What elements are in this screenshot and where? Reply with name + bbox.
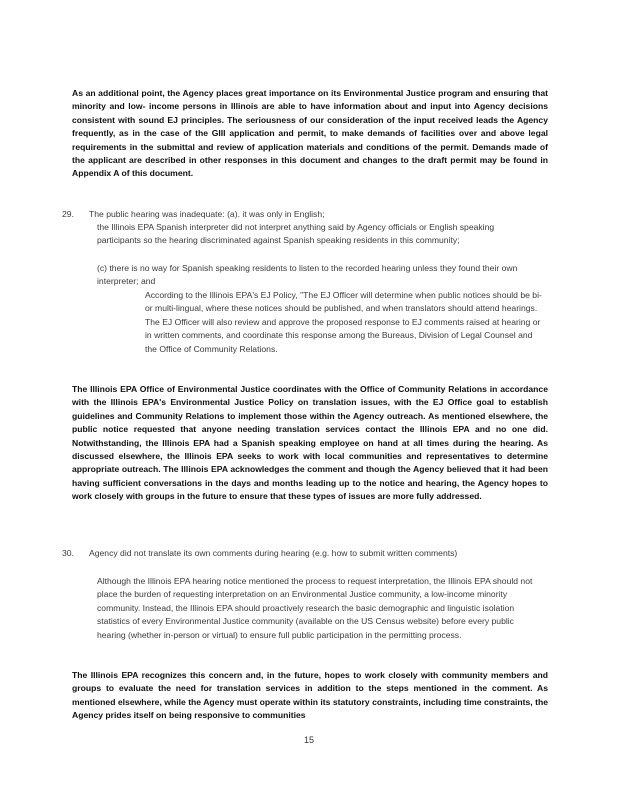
comment-number-30: 30. <box>62 548 74 558</box>
comment-number-29: 29. <box>62 209 74 219</box>
response-paragraph-2: The Illinois EPA Office of Environmental Justice coordinates with the Office of Community Relations in accordance with the Illinois EPA's Environmental Justice Policy on translation issues, with the EJ Office goal to establish guidelines and Community Relations to implement those within the Agency outreach. As mentioned elsewhere, the public notice requested that anyone needing translation services contact the Illinois EPA and no one did. Notwithstanding, the Illinois EPA had a Spanish speaking employee on hand at all times during the hearing. As discussed elsewhere, the Illinois EPA seeks to work with local communities and representatives to determine appropriate outreach. The Illinois EPA acknowledges the comment and though the Agency believed that it had been having sufficient conversations in the days and months leading up to the notice and hearing, the Agency hopes to work closely with groups in the future to ensure that these types of issues are more fully addressed. <box>72 384 548 502</box>
comment-29-line-a: The public hearing was inadequate: (a). it was only in English; <box>89 209 325 219</box>
comment-29-line-b: the Illinois EPA Spanish interpreter did not interpret anything said by Agency officials or English speaking participants so the hearing discriminated against Spanish speaking residents in this community; <box>97 222 495 246</box>
page-number: 15 <box>303 735 314 745</box>
response-paragraph-3: The Illinois EPA recognizes this concern and, in the future, hopes to work closely with community members and groups to evaluate the need for translation services in addition to the steps mentioned in the comment. As mentioned elsewhere, while the Agency must operate within its statutory constraints, including time constraints, the Agency prides itself on being responsive to communities <box>72 670 548 721</box>
comment-30-line-a: Agency did not translate its own comments during hearing (e.g. how to submit written comments) <box>89 548 458 558</box>
comment-29-ej-policy-quote: According to the Illinois EPA's EJ Policy, "The EJ Officer will determine when public notices should be bi- or multi-lingual, where these notices should be published, and when translators should attend hearings. The EJ Officer will also review and approve the proposed response to EJ comments raised at hearing or in written comments, and coordinate this response among the Bureaus, Division of Legal Counsel and the Office of Community Relations. <box>145 290 542 354</box>
comment-29-line-c: (c) there is no way for Spanish speaking residents to listen to the recorded hearing unless they found their own interpreter; and <box>97 263 518 287</box>
comment-30-interpretation-paragraph: Although the Illinois EPA hearing notice mentioned the process to request interpretation, the Illinois EPA should not place the burden of requesting interpretation on an Environmental Justice community, a low-income minority community. Instead, the Illinois EPA should proactively research the basic demographic and linguistic isolation statistics of every Environmental Justice community (available on the US Census website) before every public hearing (whether in-person or virtual) to ensure full public participation in the permitting process. <box>97 576 533 640</box>
response-paragraph-1: As an additional point, the Agency places great importance on its Environmental Justice program and ensuring that minority and low- income persons in Illinois are able to have information about and input into Agency decisions consistent with sound EJ principles. The seriousness of our consideration of the input received leads the Agency frequently, as in the case of the GIII application and permit, to make demands of facilities over and above legal requirements in the submittal and review of application materials and conditions of the permit. Demands made of the applicant are described in other responses in this document and changes to the draft permit may be found in Appendix A of this document. <box>72 88 548 179</box>
